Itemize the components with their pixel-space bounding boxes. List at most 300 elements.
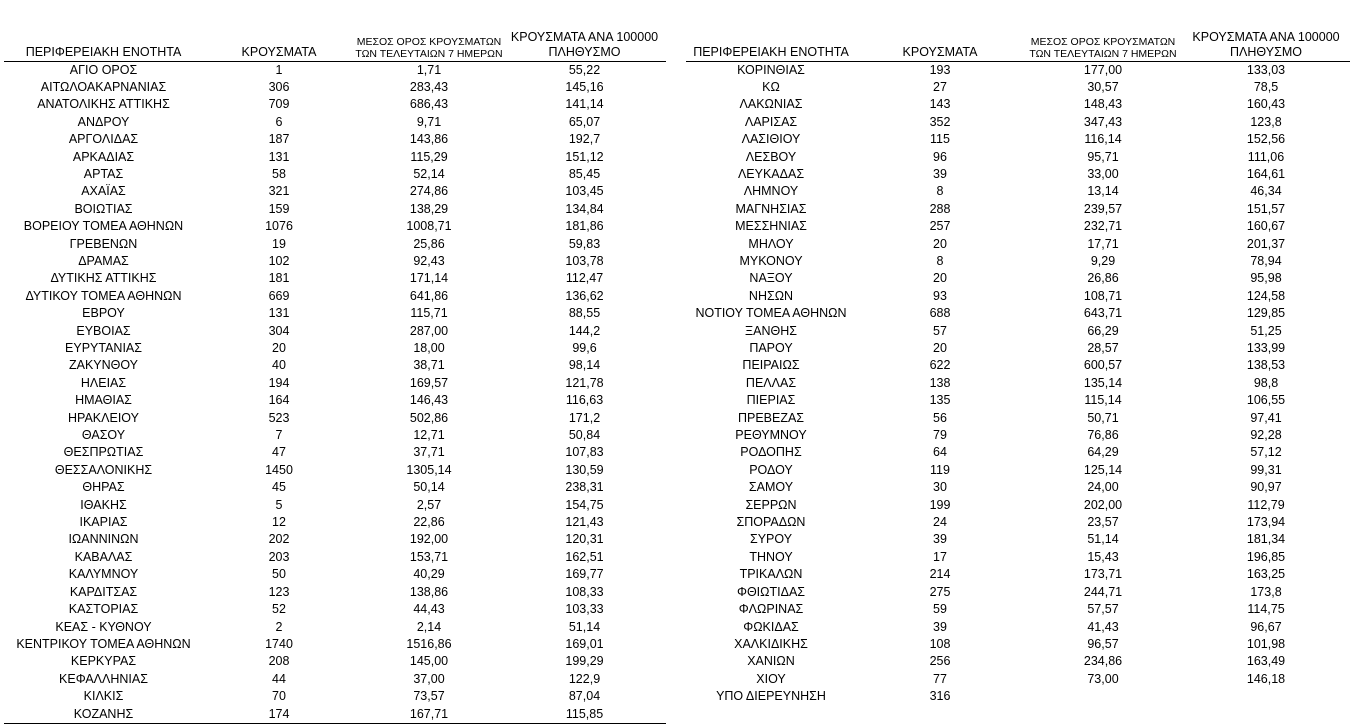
cases-cell: 316 [929, 689, 951, 704]
avg7-cell: 167,71 [355, 706, 503, 724]
table-row [686, 61, 1350, 79]
avg7-cell: 600,57 [1083, 358, 1123, 373]
per100k-cell: 238,31 [565, 480, 604, 495]
table-row [4, 514, 666, 531]
table-row [4, 601, 666, 618]
cases-cell: 39 [933, 619, 947, 634]
region-cell: ΔΡΑΜΑΣ [78, 253, 129, 268]
table-row [686, 183, 1350, 200]
per100k-cell: 50,84 [568, 428, 601, 443]
region-cell: ΥΠΟ ΔΙΕΡΕΥΝΗΣΗ [716, 689, 826, 704]
per100k-cell: 103,33 [565, 602, 604, 617]
cases-cell: 1 [275, 62, 283, 77]
region-cell: ΚΙΛΚΙΣ [83, 689, 124, 704]
cases-cell: 57 [933, 323, 947, 338]
region-cell: ΕΒΡΟΥ [82, 306, 125, 321]
avg7-cell: 1305,14 [406, 462, 452, 477]
cases-cell: 58 [272, 166, 286, 181]
avg7-cell: 169,57 [409, 375, 449, 390]
table-row [4, 427, 666, 444]
per100k-cell: 130,59 [565, 462, 604, 477]
region-cell: ΙΚΑΡΙΑΣ [79, 515, 128, 530]
header-region: ΠΕΡΙΦΕΡΕΙΑΚΗ ΕΝΟΤΗΤΑ [686, 28, 856, 61]
table-row [4, 531, 666, 548]
region-cell: ΠΙΕΡΙΑΣ [746, 393, 796, 408]
cases-cell: 20 [933, 271, 947, 286]
per100k-cell: 121,43 [565, 515, 604, 530]
avg7-cell: 135,14 [1083, 375, 1123, 390]
per100k-cell: 99,31 [1250, 462, 1282, 477]
per100k-cell: 141,14 [565, 97, 604, 112]
region-cell: ΑΝΔΡΟΥ [77, 114, 130, 129]
region-cell: ΒΟΡΕΙΟΥ ΤΟΜΕΑ ΑΘΗΝΩΝ [23, 219, 184, 234]
cases-cell: 20 [933, 341, 947, 355]
per100k-cell: 199,29 [565, 654, 604, 669]
region-cell: ΞΑΝΘΗΣ [745, 323, 797, 338]
per100k-cell: 112,47 [565, 271, 604, 286]
per100k-cell: 164,61 [1246, 166, 1286, 181]
avg7-cell: 239,57 [1083, 201, 1123, 216]
per100k-cell: 121,78 [565, 375, 604, 390]
table-row [4, 183, 666, 200]
region-cell: ΤΡΙΚΑΛΩΝ [739, 567, 803, 582]
per100k-cell: 46,34 [1250, 184, 1282, 199]
per100k-cell: 98,8 [1253, 375, 1279, 390]
region-cell: ΗΜΑΘΙΑΣ [75, 393, 132, 408]
table-row [4, 340, 666, 357]
per100k-cell: 101,98 [1246, 636, 1286, 651]
table-row [686, 236, 1350, 253]
avg7-cell: 138,86 [409, 584, 449, 599]
table-row [686, 671, 1350, 688]
per100k-cell: 106,55 [1246, 393, 1286, 408]
per100k-cell: 146,18 [1246, 671, 1286, 686]
region-cell: ΦΩΚΙΔΑΣ [743, 619, 799, 634]
cases-cell: 5 [275, 497, 283, 512]
region-cell: ΓΡΕΒΕΝΩΝ [69, 236, 138, 251]
region-cell: ΑΡΓΟΛΙΔΑΣ [68, 132, 139, 147]
cases-cell: 174 [203, 706, 355, 724]
avg7-cell: 28,57 [1087, 341, 1119, 355]
region-cell: ΙΩΑΝΝΙΝΩΝ [68, 532, 139, 547]
header-avg7: ΜΕΣΟΣ ΟΡΟΣ ΚΡΟΥΣΜΑΤΩΝ ΤΩΝ ΤΕΛΕΥΤΑΙΩΝ 7 ΗΜΕΡΩΝ [355, 28, 503, 61]
per100k-cell: 55,22 [568, 62, 601, 77]
table-row [4, 114, 666, 131]
per100k-cell: 122,9 [568, 671, 601, 686]
per100k-cell: 151,57 [1246, 201, 1286, 216]
region-cell: ΘΑΣΟΥ [81, 428, 126, 443]
per100k-cell: 196,85 [1246, 549, 1286, 564]
avg7-cell: 23,57 [1087, 515, 1119, 530]
avg7-cell: 12,71 [413, 428, 445, 443]
avg7-cell: 1,71 [416, 62, 442, 77]
per100k-cell: 133,99 [1246, 341, 1286, 355]
cases-cell: 181 [268, 271, 290, 286]
avg7-cell: 108,71 [1083, 288, 1123, 303]
region-cell: ΑΡΚΑΔΙΑΣ [72, 149, 135, 164]
region-cell: ΠΡΕΒΕΖΑΣ [737, 410, 805, 425]
cases-cell: 275 [929, 584, 951, 599]
avg7-cell: 2,14 [416, 619, 442, 634]
region-cell: ΚΟΖΑΝΗΣ [4, 706, 203, 724]
cases-cell: 40 [272, 358, 286, 373]
per100k-cell: 103,78 [565, 253, 604, 268]
per100k-cell: 124,58 [1246, 288, 1286, 303]
per100k-cell: 134,84 [565, 201, 604, 216]
table-row [686, 96, 1350, 113]
per100k-cell: 51,25 [1250, 323, 1282, 338]
region-cell: ΚΑΡΔΙΤΣΑΣ [69, 584, 138, 599]
cases-cell: 1450 [265, 462, 293, 477]
cases-cell: 8 [936, 184, 944, 199]
avg7-cell: 13,14 [1087, 184, 1119, 199]
avg7-cell [1024, 688, 1182, 705]
cases-cell: 203 [268, 549, 290, 564]
table-row [4, 375, 666, 392]
per100k-cell: 169,01 [565, 636, 604, 651]
avg7-cell: 115,71 [410, 306, 448, 321]
avg7-cell: 274,86 [409, 184, 449, 199]
table-row [686, 131, 1350, 148]
avg7-cell: 37,71 [413, 445, 445, 460]
avg7-cell: 50,14 [413, 480, 445, 495]
per100k-cell: 181,86 [565, 219, 604, 234]
cases-cell: 257 [929, 219, 951, 234]
table-row [686, 201, 1350, 218]
header-cases: ΚΡΟΥΣΜΑΤΑ [856, 28, 1024, 61]
per100k-cell: 87,04 [568, 689, 601, 704]
region-cell: ΡΕΘΥΜΝΟΥ [735, 428, 807, 443]
table-row [4, 636, 666, 653]
region-cell: ΘΕΣΠΡΩΤΙΑΣ [63, 445, 144, 460]
avg7-cell: 244,71 [1083, 584, 1123, 599]
per100k-cell: 103,45 [565, 184, 604, 199]
per100k-cell: 151,12 [565, 149, 604, 164]
region-cell: ΙΘΑΚΗΣ [80, 497, 127, 512]
cases-cell: 50 [272, 567, 286, 582]
avg7-cell: 25,86 [413, 236, 445, 251]
left-table-body [4, 61, 666, 723]
table-row [686, 340, 1350, 357]
region-cell: ΚΕΡΚΥΡΑΣ [70, 654, 137, 669]
region-cell: ΛΑΣΙΘΙΟΥ [741, 132, 801, 147]
per100k-cell: 88,55 [568, 306, 601, 321]
cases-cell: 17 [933, 549, 947, 564]
region-cell: ΣΠΟΡΑΔΩΝ [736, 515, 806, 530]
table-row [4, 566, 666, 583]
region-cell: ΔΥΤΙΚΗΣ ΑΤΤΙΚΗΣ [50, 271, 157, 286]
region-cell: ΠΕΙΡΑΙΩΣ [742, 358, 800, 373]
per100k-cell: 152,56 [1246, 132, 1286, 147]
region-cell: ΦΘΙΩΤΙΔΑΣ [736, 584, 806, 599]
left-data-table [4, 28, 666, 724]
cases-cell: 2 [275, 619, 283, 634]
table-row [4, 323, 666, 340]
table-row [686, 444, 1350, 461]
region-cell: ΑΙΤΩΛΟΑΚΑΡΝΑΝΙΑΣ [40, 79, 167, 94]
table-row [686, 323, 1350, 340]
table-row [686, 288, 1350, 305]
avg7-cell: 148,43 [1083, 97, 1123, 112]
table-row [686, 410, 1350, 427]
table-row [686, 549, 1350, 566]
region-cell: ΚΑΣΤΟΡΙΑΣ [68, 602, 139, 617]
table-row [686, 566, 1350, 583]
per100k-cell: 85,45 [568, 166, 601, 181]
table-row [4, 462, 666, 479]
per100k-cell: 160,67 [1246, 219, 1286, 234]
avg7-cell: 347,43 [1083, 114, 1123, 129]
header-row [686, 28, 1350, 61]
avg7-cell: 22,86 [413, 515, 445, 530]
avg7-cell: 116,14 [1084, 132, 1122, 147]
per100k-cell: 65,07 [568, 114, 601, 129]
avg7-cell: 643,71 [1083, 306, 1123, 321]
avg7-cell: 146,43 [409, 393, 449, 408]
per100k-cell: 116,63 [565, 393, 604, 408]
header-cases: ΚΡΟΥΣΜΑΤΑ [203, 28, 355, 61]
table-row [686, 149, 1350, 166]
avg7-cell: 18,00 [413, 341, 445, 355]
cases-cell: 77 [933, 671, 947, 686]
cases-cell: 93 [933, 288, 947, 303]
per100k-cell: 192,7 [568, 132, 601, 147]
table-row [4, 444, 666, 461]
cases-cell: 194 [268, 375, 290, 390]
table-row [686, 636, 1350, 653]
per100k-cell: 78,94 [1250, 253, 1282, 268]
table-row [4, 253, 666, 270]
avg7-cell: 96,57 [1087, 636, 1119, 651]
avg7-cell: 143,86 [409, 132, 449, 147]
table-row [4, 410, 666, 427]
cases-cell: 669 [268, 288, 290, 303]
table-row [4, 79, 666, 96]
table-row [4, 584, 666, 601]
table-row [686, 497, 1350, 514]
region-cell: ΒΟΙΩΤΙΑΣ [74, 201, 133, 216]
cases-cell: 56 [933, 410, 947, 425]
table-row [4, 61, 666, 79]
table-row [4, 166, 666, 183]
per100k-cell: 97,41 [1250, 410, 1282, 425]
cases-cell: 44 [272, 671, 286, 686]
avg7-cell: 234,86 [1083, 654, 1123, 669]
region-cell: ΕΥΒΟΙΑΣ [76, 323, 131, 338]
per100k-cell: 173,94 [1246, 515, 1286, 530]
per100k-cell: 163,25 [1246, 567, 1286, 582]
table-row [686, 479, 1350, 496]
table-row [686, 584, 1350, 601]
avg7-cell: 73,00 [1087, 671, 1119, 686]
cases-cell: 1076 [265, 219, 293, 234]
cases-cell: 138 [929, 375, 951, 390]
table-row [4, 671, 666, 688]
per100k-cell: 162,51 [565, 549, 604, 564]
region-cell: ΛΕΣΒΟΥ [745, 149, 797, 164]
cases-cell: 1740 [265, 636, 293, 651]
cases-cell: 96 [933, 149, 947, 164]
cases-cell: 159 [268, 201, 290, 216]
region-cell: ΚΩ [762, 79, 780, 94]
avg7-cell: 41,43 [1087, 619, 1119, 634]
avg7-cell: 40,29 [413, 567, 445, 582]
region-cell: ΠΕΛΛΑΣ [745, 375, 797, 390]
cases-cell: 131 [268, 306, 290, 321]
avg7-cell: 171,14 [409, 271, 449, 286]
region-cell: ΜΑΓΝΗΣΙΑΣ [735, 201, 807, 216]
avg7-cell: 232,71 [1083, 219, 1123, 234]
cases-cell: 47 [272, 445, 286, 460]
cases-cell: 6 [275, 114, 283, 129]
avg7-cell: 57,57 [1087, 602, 1119, 617]
region-cell: ΣΑΜΟΥ [748, 480, 794, 495]
avg7-cell: 76,86 [1087, 428, 1119, 443]
table-row [4, 149, 666, 166]
avg7-cell: 115,29 [410, 149, 448, 164]
region-cell: ΘΕΣΣΑΛΟΝΙΚΗΣ [54, 462, 153, 477]
per100k-cell: 163,49 [1246, 654, 1286, 669]
header-region: ΠΕΡΙΦΕΡΕΙΑΚΗ ΕΝΟΤΗΤΑ [4, 28, 203, 61]
avg7-cell: 138,29 [409, 201, 449, 216]
avg7-cell: 2,57 [416, 497, 442, 512]
cases-cell: 24 [933, 515, 947, 530]
region-cell: ΛΑΚΩΝΙΑΣ [739, 97, 803, 112]
cases-cell: 8 [936, 253, 944, 268]
table-row [686, 392, 1350, 409]
per100k-cell: 115,85 [503, 706, 666, 724]
per100k-cell: 92,28 [1250, 428, 1282, 443]
cases-cell: 79 [933, 428, 947, 443]
cases-cell: 321 [268, 184, 290, 199]
cases-cell: 45 [272, 480, 286, 495]
avg7-cell: 153,71 [409, 549, 449, 564]
cases-cell: 59 [933, 602, 947, 617]
table-row [686, 514, 1350, 531]
table-row [686, 427, 1350, 444]
cases-cell: 27 [933, 79, 947, 94]
region-cell: ΕΥΡΥΤΑΝΙΑΣ [65, 341, 142, 355]
cases-cell: 135 [929, 393, 951, 408]
table-row [686, 601, 1350, 618]
avg7-cell: 686,43 [409, 97, 449, 112]
table-row [4, 270, 666, 287]
region-cell: ΘΗΡΑΣ [82, 480, 125, 495]
per100k-cell: 160,43 [1246, 97, 1286, 112]
cases-cell: 131 [268, 149, 290, 164]
table-row [4, 706, 666, 724]
cases-cell: 143 [929, 97, 951, 112]
avg7-cell: 17,71 [1087, 236, 1119, 251]
cases-cell: 30 [933, 480, 947, 495]
region-cell: ΚΕΝΤΡΙΚΟΥ ΤΟΜΕΑ ΑΘΗΝΩΝ [16, 636, 191, 651]
region-cell: ΠΑΡΟΥ [749, 341, 793, 355]
cases-cell: 622 [929, 358, 951, 373]
right-table-body [686, 61, 1350, 706]
cases-cell: 7 [275, 428, 283, 443]
region-cell: ΚΑΛΥΜΝΟΥ [68, 567, 139, 582]
per100k-cell: 51,14 [568, 619, 601, 634]
region-cell: ΚΟΡΙΝΘΙΑΣ [737, 62, 805, 77]
cases-cell: 288 [929, 201, 951, 216]
cases-cell: 352 [929, 114, 951, 129]
table-row [686, 531, 1350, 548]
per100k-cell: 114,75 [1247, 602, 1285, 617]
per100k-cell: 129,85 [1246, 306, 1286, 321]
per100k-cell: 144,2 [568, 323, 601, 338]
avg7-cell: 1008,71 [406, 219, 452, 234]
region-cell: ΑΝΑΤΟΛΙΚΗΣ ΑΤΤΙΚΗΣ [37, 97, 170, 112]
region-cell: ΧΑΛΚΙΔΙΚΗΣ [734, 636, 808, 651]
region-cell: ΜΥΚΟΝΟΥ [739, 253, 803, 268]
per100k-cell: 173,8 [1250, 584, 1282, 599]
region-cell: ΖΑΚΥΝΘΟΥ [68, 358, 139, 373]
table-row [4, 236, 666, 253]
region-cell: ΗΛΕΙΑΣ [80, 375, 127, 390]
table-row [686, 619, 1350, 636]
region-cell: ΡΟΔΟΠΗΣ [740, 445, 802, 460]
region-cell: ΛΕΥΚΑΔΑΣ [737, 166, 805, 181]
per100k-cell: 154,75 [565, 497, 604, 512]
region-cell: ΑΡΤΑΣ [83, 166, 124, 181]
per100k-cell: 120,31 [565, 532, 604, 547]
avg7-cell: 30,57 [1087, 79, 1119, 94]
cases-cell: 115 [930, 132, 950, 147]
per100k-cell: 136,62 [565, 288, 604, 303]
table-row [4, 549, 666, 566]
cases-cell: 39 [933, 166, 947, 181]
avg7-cell: 287,00 [409, 323, 449, 338]
avg7-cell: 26,86 [1087, 271, 1119, 286]
table-row [4, 392, 666, 409]
region-cell: ΧΙΟΥ [756, 671, 786, 686]
right-data-table [686, 28, 1350, 706]
per100k-cell: 145,16 [565, 79, 604, 94]
per100k-cell: 96,67 [1250, 619, 1282, 634]
table-row [4, 201, 666, 218]
avg7-cell: 173,71 [1083, 567, 1123, 582]
table-row [686, 166, 1350, 183]
avg7-cell: 44,43 [413, 602, 445, 617]
table-row [4, 619, 666, 636]
per100k-cell: 59,83 [568, 236, 601, 251]
table-row [4, 131, 666, 148]
avg7-cell: 33,00 [1087, 166, 1119, 181]
cases-cell: 20 [933, 236, 947, 251]
region-cell: ΦΛΩΡΙΝΑΣ [738, 602, 804, 617]
cases-cell: 202 [268, 532, 290, 547]
cases-cell: 102 [268, 253, 290, 268]
table-row [4, 96, 666, 113]
table-row [4, 688, 666, 705]
cases-cell: 70 [272, 689, 286, 704]
per100k-cell: 98,14 [568, 358, 601, 373]
cases-cell: 709 [268, 97, 290, 112]
cases-cell: 164 [268, 393, 290, 408]
table-row [686, 375, 1350, 392]
table-row [686, 270, 1350, 287]
cases-cell: 20 [272, 341, 286, 355]
cases-cell: 306 [268, 79, 290, 94]
region-cell: ΣΕΡΡΩΝ [745, 497, 797, 512]
avg7-cell: 50,71 [1087, 410, 1119, 425]
avg7-cell: 9,29 [1090, 253, 1116, 268]
region-cell: ΜΕΣΣΗΝΙΑΣ [735, 219, 807, 234]
region-cell: ΚΑΒΑΛΑΣ [74, 549, 133, 564]
avg7-cell: 95,71 [1087, 149, 1119, 164]
avg7-cell: 125,14 [1083, 462, 1123, 477]
table-row [686, 253, 1350, 270]
